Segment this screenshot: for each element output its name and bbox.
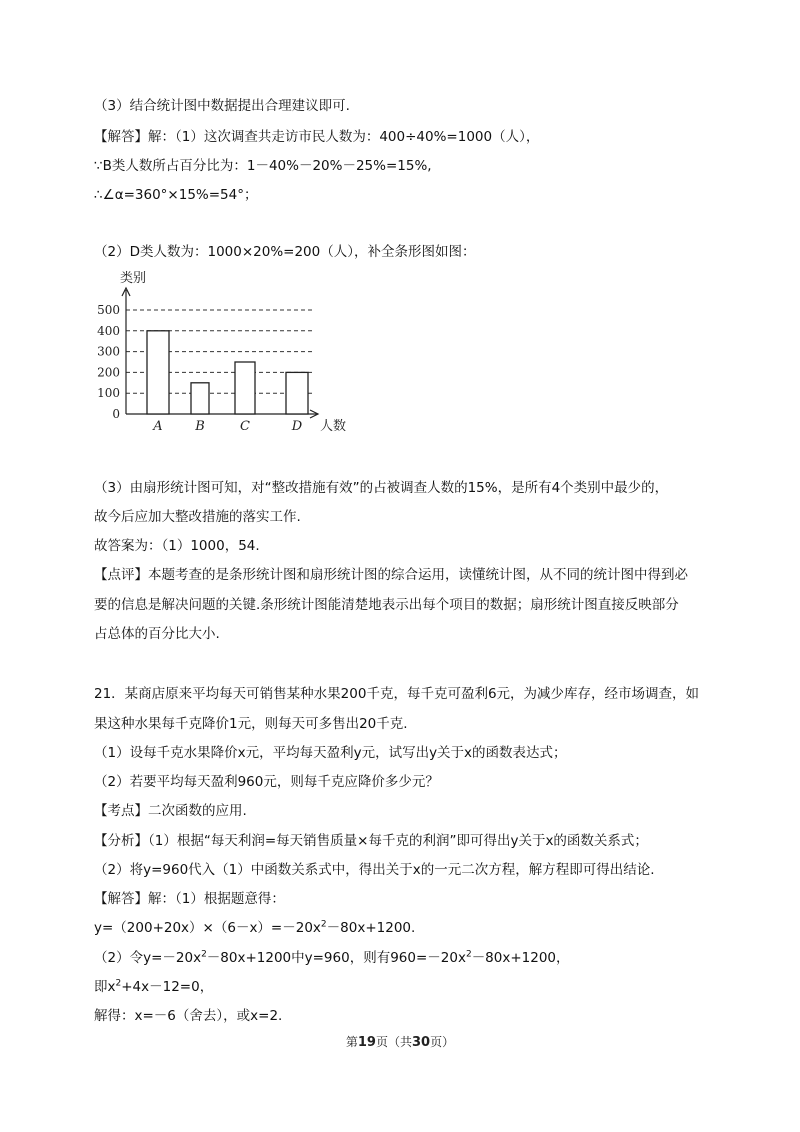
- y-tick-label: 300: [97, 344, 120, 359]
- chart-x-categories: [152, 419, 302, 434]
- y-tick-label: 0: [112, 407, 120, 421]
- text-line: 要的信息是解决问题的关键.条形统计图能清楚地表示出每个项目的数据；扇形统计图直接反映部分: [94, 597, 679, 613]
- equation-line: [94, 948, 570, 968]
- text-line: （2）若要平均每天盈利960元，则每千克应降价多少元？: [94, 774, 439, 790]
- x-category-label: D: [291, 419, 303, 434]
- y-tick-label: 200: [97, 365, 120, 380]
- bar-chart: [92, 268, 352, 440]
- text-line: 故答案为：（1）1000，54.: [94, 538, 260, 554]
- footer-mid: 页（共: [375, 1035, 412, 1049]
- bar-d: [286, 372, 308, 414]
- equation-text: －80x+1200中y=960，则有960=－20x: [206, 950, 466, 966]
- equation-text: y=（200+20x）×（6－x）=－20x: [94, 920, 321, 936]
- bar-b: [191, 383, 209, 414]
- y-tick-label: 100: [97, 386, 120, 401]
- x-category-label: A: [153, 419, 163, 434]
- page-number: 19: [357, 1035, 376, 1050]
- text-line: 【解答】解：（1）这次调查共走访市民人数为：400÷40%=1000（人），: [94, 129, 540, 145]
- superscript: 2: [320, 919, 327, 930]
- text-line: 占总体的百分比大小.: [94, 626, 220, 642]
- footer-prefix: 第: [345, 1035, 358, 1049]
- equation-text: 即x: [94, 979, 116, 995]
- text-line: （2）将y=960代入（1）中函数关系式中，得出关于x的一元二次方程，解方程即可得出结论.: [94, 862, 655, 878]
- y-tick-label: 400: [97, 323, 120, 338]
- text-line: 21．某商店原来平均每天可销售某种水果200千克，每千克可盈利6元，为减少库存，经市场调查，如: [94, 686, 700, 702]
- y-axis-title: 类别: [120, 271, 147, 286]
- text-line: （1）设每千克水果降价x元，平均每天盈利y元，试写出y关于x的函数表达式；: [94, 745, 567, 761]
- superscript: 2: [115, 978, 122, 989]
- text-line: 解得：x=－6（舍去），或x=2.: [94, 1008, 283, 1024]
- bar-c: [235, 362, 255, 414]
- text-line: 【解答】解：（1）根据题意得：: [94, 891, 285, 907]
- superscript: 2: [465, 949, 472, 960]
- equation-text: －80x+1200，: [471, 950, 570, 966]
- text-line: 【点评】本题考查的是条形统计图和扇形统计图的综合运用，读懂统计图，从不同的统计图中得到必: [94, 567, 688, 583]
- text-line: 【考点】二次函数的应用.: [94, 803, 247, 819]
- text-line: 故今后应加大整改措施的落实工作.: [94, 509, 301, 525]
- y-tick-label: 500: [97, 303, 120, 317]
- page-footer: [0, 1033, 800, 1050]
- footer-suffix: 页）: [430, 1035, 455, 1049]
- text-line: （3）由扇形统计图可知，对“整改措施有效”的占被调查人数的15%，是所有4个类别中最少的，: [94, 480, 669, 496]
- text-line: （3）结合统计图中数据提出合理建议即可.: [94, 98, 350, 114]
- equation-text: －80x+1200.: [326, 920, 416, 936]
- equation-text: +4x－12=0，: [121, 979, 214, 995]
- equation-text: （2）令y=－20x: [94, 950, 202, 966]
- equation-line: [94, 918, 415, 938]
- x-category-label: C: [240, 419, 250, 434]
- text-line: ∵B类人数所占百分比为：1－40%－20%－25%=15%,: [94, 158, 432, 174]
- chart-y-ticks: [97, 303, 120, 421]
- text-line: 果这种水果每千克降价1元，则每天可多售出20千克.: [94, 716, 408, 732]
- text-line: 【分析】（1）根据“每天利润=每天销售质量×每千克的利润”即可得出y关于x的函数关系式；: [94, 833, 648, 849]
- bar-a: [147, 331, 169, 414]
- x-axis-title: 人数: [320, 419, 347, 434]
- text-line: ∴∠α=360°×15%=54°；: [94, 187, 258, 203]
- text-line: （2）D类人数为：1000×20%=200（人），补全条形图如图：: [94, 244, 476, 260]
- total-pages: 30: [412, 1035, 431, 1050]
- superscript: 2: [201, 949, 207, 960]
- equation-line: [94, 977, 213, 997]
- x-category-label: B: [195, 419, 205, 434]
